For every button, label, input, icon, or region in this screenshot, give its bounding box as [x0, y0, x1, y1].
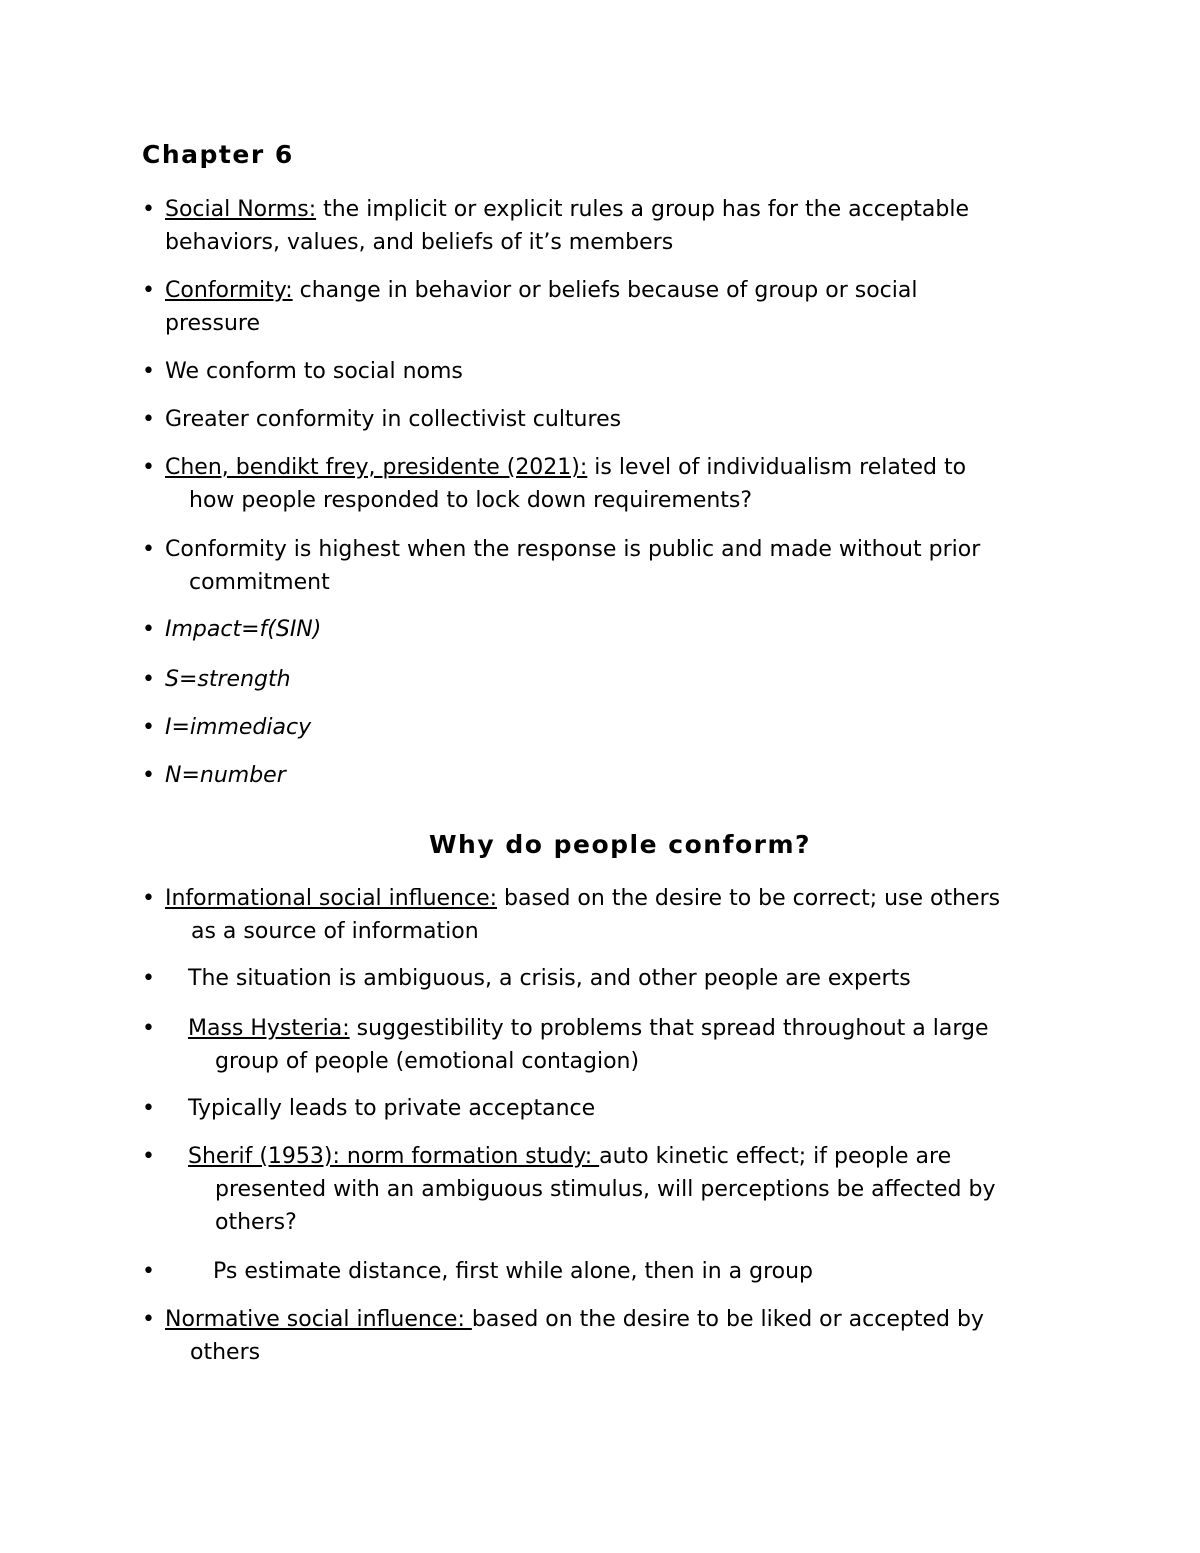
item-text-continued: others — [190, 1340, 261, 1365]
bullet-marker: • — [142, 886, 155, 911]
bullet-marker: • — [142, 455, 155, 480]
term-label: Chen, bendikt frey, presidente (2021): — [165, 455, 588, 480]
list-item-formula: S=strength — [165, 667, 291, 692]
item-text-continued: how people responded to lock down requirements? — [189, 488, 753, 513]
bullet-marker: • — [142, 667, 155, 692]
bullet-marker: • — [142, 197, 155, 222]
term-label: Mass Hysteria: — [188, 1016, 350, 1041]
list-item-mass-hysteria — [188, 1012, 989, 1078]
item-text-continued: behaviors, values, and beliefs of it’s members — [165, 230, 674, 255]
item-text-continued: others? — [215, 1210, 297, 1235]
bullet-marker: • — [142, 966, 155, 991]
bullet-marker: • — [142, 359, 155, 384]
bullet-marker: • — [142, 1016, 155, 1041]
bullet-marker: • — [142, 537, 155, 562]
item-text-continued: commitment — [189, 570, 330, 595]
list-item-conformity — [165, 274, 917, 340]
chapter-heading: Chapter 6 — [142, 140, 294, 169]
list-item-formula: Impact=f(SIN) — [165, 617, 322, 642]
list-item: Greater conformity in collectivist cultures — [165, 407, 622, 432]
term-label: Normative social influence: — [165, 1307, 472, 1332]
item-text: the implicit or explicit rules a group has for the acceptable — [316, 197, 970, 222]
list-item-normative-influence — [165, 1303, 984, 1369]
item-text: change in behavior or beliefs because of group or social — [292, 278, 918, 303]
item-text: based on the desire to be correct; use others — [497, 886, 1001, 911]
list-item-formula: I=immediacy — [165, 715, 312, 740]
list-item-formula: N=number — [165, 763, 286, 788]
bullet-marker: • — [142, 1307, 155, 1332]
bullet-marker: • — [142, 763, 155, 788]
list-item: We conform to social noms — [165, 359, 463, 384]
list-item — [165, 533, 980, 599]
list-item-informational-influence — [165, 882, 1000, 948]
term-label: Informational social influence: — [165, 886, 498, 911]
list-item-chen-study — [165, 451, 966, 517]
bullet-marker: • — [142, 1096, 155, 1121]
item-text: Conformity is highest when the response is public and made without prior — [165, 537, 981, 562]
list-item: Ps estimate distance, first while alone, then in a group — [213, 1259, 813, 1284]
item-text: is level of individualism related to — [587, 455, 967, 480]
item-text-continued: group of people (emotional contagion) — [215, 1049, 640, 1074]
term-label: Conformity: — [165, 278, 293, 303]
item-text: auto kinetic effect; if people are — [599, 1144, 952, 1169]
item-text: based on the desire to be liked or accepted by — [471, 1307, 984, 1332]
list-item-sherif-study — [188, 1140, 995, 1239]
term-label: Social Norms: — [165, 197, 317, 222]
bullet-marker: • — [142, 407, 155, 432]
bullet-marker: • — [142, 1144, 155, 1169]
section-heading: Why do people conform? — [428, 830, 812, 859]
list-item-social-norms — [165, 193, 969, 259]
item-text-continued: as a source of information — [191, 919, 479, 944]
term-label: Sherif (1953): norm formation study: — [188, 1144, 600, 1169]
bullet-marker: • — [142, 715, 155, 740]
list-item: Typically leads to private acceptance — [188, 1096, 596, 1121]
list-item: The situation is ambiguous, a crisis, and other people are experts — [188, 966, 911, 991]
bullet-marker: • — [142, 278, 155, 303]
bullet-marker: • — [142, 617, 155, 642]
bullet-marker: • — [142, 1259, 155, 1284]
item-text-continued: pressure — [165, 311, 261, 336]
item-text-continued: presented with an ambiguous stimulus, will perceptions be affected by — [215, 1177, 996, 1202]
item-text: suggestibility to problems that spread throughout a large — [349, 1016, 989, 1041]
